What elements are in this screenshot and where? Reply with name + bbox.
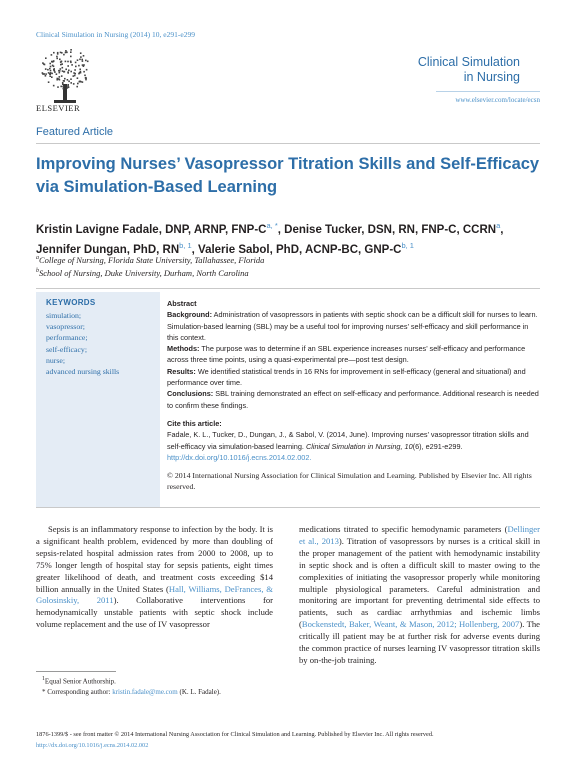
cite-pages: (6), e291-e299.: [412, 441, 463, 451]
page-footer: [36, 730, 540, 751]
keyword-item: advanced nursing skills: [46, 367, 120, 377]
body-text: ). The critically ill patient may be at further risk for adverse events during the common practice of nurses learning IV vasopressor titration skills by on-the-job training.: [299, 619, 540, 665]
publisher-name: ELSEVIER: [36, 103, 81, 113]
footer-copyright: 1876-1399/$ - see front matter © 2014 International Nursing Association for Clinical Simulation and Learning. Published by Elsevier Inc. All rights reserved.: [36, 731, 434, 738]
journal-title-line-1: Clinical Simulation: [417, 55, 520, 69]
body-column-right: [299, 524, 540, 667]
affiliation-marker: b: [36, 267, 39, 274]
abstract: [167, 298, 540, 493]
author-name: Kristin Lavigne Fadale, DNP, ARNP, FNP-C: [36, 223, 267, 236]
affiliation-marker: a: [36, 255, 39, 261]
abstract-label: Conclusions:: [167, 389, 214, 399]
footnote-text: Equal Senior Authorship.: [44, 677, 116, 686]
section-divider: [36, 143, 540, 144]
footnote-text: Corresponding author:: [47, 687, 113, 696]
author-affiliation-marker[interactable]: b, 1: [179, 240, 192, 250]
abstract-background: Administration of vasopressors in patients with septic shock can be a difficult skill for nurses to learn. Simulation-based learning (SBL) may be a useful tool for improving nurses’ self-efficacy and skill performance in this context.: [167, 310, 538, 342]
abstract-results: We identified statistical trends in 16 RNs for improvement in self-efficacy (general and situational) and performance over time.: [167, 366, 526, 388]
footnote-marker: *: [42, 687, 46, 696]
keyword-item: simulation;: [46, 311, 82, 320]
footnote-item: [36, 674, 276, 687]
cite-journal: Clinical Simulation in Nursing, 10: [305, 441, 413, 451]
journal-title-line-2: in Nursing: [463, 70, 520, 84]
keyword-item: self-efficacy;: [46, 344, 87, 354]
cite-heading: Cite this article:: [167, 418, 222, 428]
author-separator: ,: [191, 243, 199, 256]
author-list: [36, 218, 546, 258]
author-separator: ,: [277, 223, 285, 236]
affiliations: [36, 253, 540, 279]
cite-doi-link[interactable]: http://dx.doi.org/10.1016/j.ecns.2014.02.002.: [167, 452, 312, 462]
keywords-list: [46, 310, 119, 377]
journal-url[interactable]: www.elsevier.com/locate/ecsn: [455, 96, 540, 104]
body-text: Sepsis is an inflammatory response to infection by the body. It is a significant health problem, evidenced by more than doubling of sepsis-related hospital admission rates from 2000 to 2008, up to 75% longer length of hospital stay for sepsis patients, eight times greater likelihood of death, and treatment costs exceeding $14 billion annually in the United States (: [36, 524, 273, 594]
body-text: ). Collaborative interventions for hemodynamically unstable patients with septic shock include volume replacement and the use of IV vasopressor: [36, 595, 274, 630]
abstract-methods: The purpose was to determine if an SBL experience increases nurses’ self-efficacy and performance across three time points, using a quasi-experimental pre—post test design.: [167, 344, 526, 365]
footnote-text: (K. L. Fadale).: [177, 687, 221, 696]
abstract-label: Background:: [167, 310, 212, 320]
keyword-item: nurse;: [46, 355, 66, 365]
body-text: ). Titration of vasopressors by nurses is a critical skill in the proper management of the patient with hemodynamic instability in septic shock and is often a difficult skill to master owing to the complexities of initiating the vasopressor properly while monitoring multiple physiological parameters. Careful administration and monitoring are important for preventing detrimental side effects to patients, such as cardiac arrhythmias and ischemic limbs (: [299, 535, 541, 630]
section-label: Featured Article: [36, 126, 114, 138]
abstract-heading: Abstract: [167, 299, 197, 308]
abstract-label: Methods:: [167, 344, 200, 354]
affiliation-text: College of Nursing, Florida State University, Tallahassee, Florida: [39, 254, 265, 265]
footer-doi-link[interactable]: http://dx.doi.org/10.1016/j.ecns.2014.02.002: [36, 741, 149, 749]
citation-link[interactable]: Hall, Williams, DeFrances, & Golosinskiy, 2011: [36, 583, 273, 606]
body-column-left: [36, 524, 273, 631]
author-name: Denise Tucker, DSN, RN, FNP-C, CCRN: [284, 223, 497, 236]
author-separator: ,: [500, 223, 504, 236]
journal-title-rule: [436, 91, 540, 92]
footnote-rule: [36, 671, 116, 672]
affiliation-item: [36, 253, 540, 266]
author-name: Jennifer Dungan, PhD, RN: [36, 243, 180, 256]
journal-title: [400, 55, 520, 85]
abstract-top-divider: [36, 288, 540, 289]
body-text: medications titrated to specific hemodynamic parameters (: [299, 524, 508, 534]
article-title: Improving Nurses’ Vasopressor Titration Skills and Self-Efficacy via Simulation-Based Learning: [36, 155, 540, 196]
abstract-label: Results:: [167, 366, 196, 376]
citation-link[interactable]: Bockenstedt, Baker, Weant, & Mason, 2012; Hollenberg, 2007: [301, 619, 520, 630]
author-affiliation-marker[interactable]: a, *: [266, 221, 278, 230]
keyword-item: performance;: [46, 333, 88, 343]
citation-link[interactable]: Dellinger et al., 2013: [299, 524, 540, 546]
keywords-title: KEYWORDS: [46, 298, 96, 307]
affiliation-text: School of Nursing, Duke University, Durham, North Carolina: [39, 267, 249, 278]
abstract-bottom-divider: [36, 507, 540, 508]
footnote-item: [36, 687, 276, 698]
footnotes: [36, 674, 276, 697]
affiliation-item: [36, 266, 540, 279]
cite-text: Fadale, K. L., Tucker, D., Dungan, J., & Sabol, V. (2014, June). Improving nurses’ vasopressor titration skills and self-efficacy via simulation-based learning.: [167, 430, 529, 451]
email-link[interactable]: kristin.fadale@me.com: [112, 687, 178, 696]
author-affiliation-marker[interactable]: a: [496, 221, 501, 230]
abstract-conclusions: SBL training demonstrated an effect on self-efficacy and performance. Additional research is needed to confirm these findings.: [167, 389, 539, 410]
copyright-notice: © 2014 International Nursing Association for Clinical Simulation and Learning. Published by Elsevier Inc. All rights reserved.: [167, 471, 532, 492]
keyword-item: vasopressor;: [46, 322, 85, 332]
author-name: Valerie Sabol, PhD, ACNP-BC, GNP-C: [198, 243, 402, 256]
journal-reference: Clinical Simulation in Nursing (2014) 10, e291-e299: [36, 30, 195, 39]
author-affiliation-marker[interactable]: b, 1: [401, 240, 414, 250]
elsevier-tree-logo: [36, 44, 94, 106]
footnote-marker: 1: [42, 676, 45, 682]
